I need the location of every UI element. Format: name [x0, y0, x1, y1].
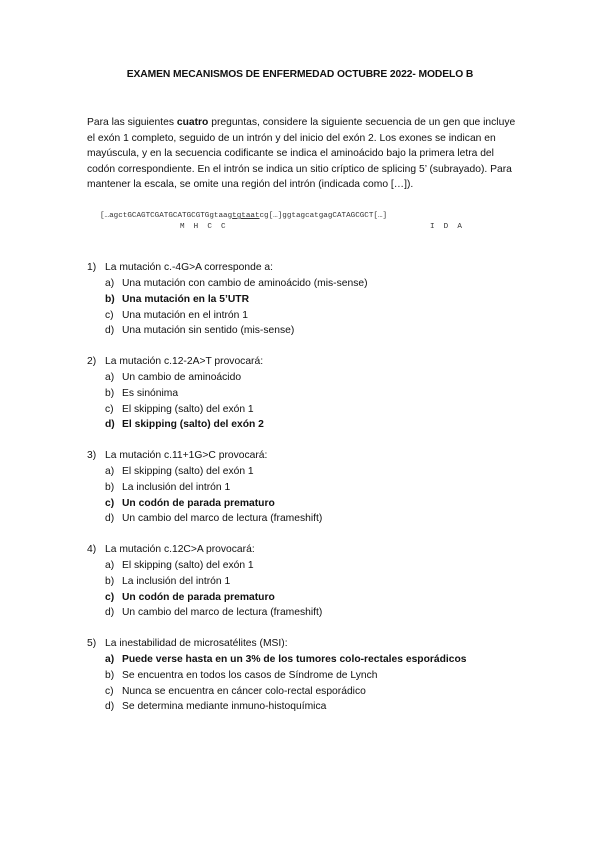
option-text: Un cambio de aminoácido [122, 372, 242, 383]
option-text: Una mutación sin sentido (mis-sense) [122, 325, 295, 337]
question-stem [87, 636, 507, 652]
option-letter: b) [105, 481, 115, 493]
intro-bold-word: cuatro [176, 117, 209, 128]
option-text: La inclusión del intrón 1 [122, 575, 231, 587]
option-text: El skipping (salto) del exón 1 [122, 560, 254, 571]
option-text: Es sinónima [122, 387, 179, 399]
option-letter: c) [105, 685, 114, 697]
option-text: Puede verse hasta en un 3% de los tumores colo-rectales esporádicos [122, 654, 467, 665]
answer-option [87, 370, 507, 386]
answer-option [87, 699, 507, 715]
option-text: Nunca se encuentra en cáncer colo-rectal esporádico [122, 685, 366, 697]
sequence-exon1-part: […agctGCAGTCGATGCATGCGTGgtaag [100, 212, 233, 220]
option-text: El skipping (salto) del exón 2 [122, 419, 264, 431]
question-text: La mutación c.-4G>A corresponde a: [105, 262, 273, 273]
option-letter: c) [105, 309, 114, 321]
question-number: 5) [87, 638, 97, 649]
answer-option [87, 464, 507, 480]
answer-option [87, 386, 507, 402]
option-text: La inclusión del intrón 1 [122, 481, 231, 493]
answer-option [87, 590, 507, 606]
question-3 [87, 448, 507, 527]
question-number: 3) [87, 450, 97, 461]
option-text: Un codón de parada prematuro [122, 591, 275, 603]
amino-acids-exon2: I D A [430, 223, 462, 231]
intro-text-start: Para las siguientes [87, 117, 177, 128]
option-letter: b) [105, 669, 115, 681]
option-text: Un codón de parada prematuro [122, 497, 275, 509]
option-letter: a) [105, 278, 115, 289]
intro-paragraph [87, 115, 517, 193]
option-letter: c) [105, 403, 114, 415]
answer-option [87, 292, 507, 308]
question-stem [87, 354, 507, 370]
question-number: 4) [87, 544, 97, 555]
question-number: 1) [87, 262, 97, 273]
option-text: El skipping (salto) del exón 1 [122, 403, 254, 415]
cryptic-splice-site: tgtaat [232, 212, 260, 220]
option-letter: a) [105, 654, 115, 665]
answer-option [87, 276, 507, 292]
option-text: Se determina mediante inmuno-histoquímica [122, 701, 327, 713]
answer-option [87, 402, 507, 418]
amino-acids-exon1: M H C C [180, 223, 226, 231]
option-letter: a) [105, 372, 115, 383]
question-stem [87, 448, 507, 464]
answer-option [87, 558, 507, 574]
option-text: Una mutación en la 5’UTR [122, 293, 250, 305]
question-text: La mutación c.11+1G>C provocará: [105, 450, 268, 461]
answer-option [87, 480, 507, 496]
answer-option [87, 308, 507, 324]
answer-option [87, 574, 507, 590]
option-letter: b) [105, 293, 115, 305]
option-letter: b) [105, 387, 115, 399]
option-letter: c) [105, 497, 115, 509]
option-letter: c) [105, 591, 115, 603]
option-letter: d) [105, 701, 115, 713]
question-1 [87, 260, 507, 339]
answer-option [87, 496, 507, 512]
gene-sequence [100, 211, 520, 222]
option-letter: d) [105, 513, 115, 525]
answer-option [87, 323, 507, 339]
question-text: La mutación c.12-2A>T provocará: [105, 356, 264, 367]
answer-option [87, 652, 507, 668]
option-text: Una mutación con cambio de aminoácido (mis-sense) [122, 278, 368, 289]
option-letter: d) [105, 325, 115, 337]
question-stem [87, 542, 507, 558]
option-text: Un cambio del marco de lectura (frameshift) [122, 607, 323, 619]
question-number: 2) [87, 356, 97, 367]
question-text: La inestabilidad de microsatélites (MSI): [105, 638, 288, 649]
option-text: Se encuentra en todos los casos de Síndrome de Lynch [122, 669, 378, 681]
question-2 [87, 354, 507, 433]
answer-option [87, 605, 507, 621]
answer-option [87, 684, 507, 700]
option-text: Un cambio del marco de lectura (frameshift) [122, 513, 323, 525]
sequence-intron-exon2-part: cg[…]ggtagcatgagCATAGCGCT[…] [259, 212, 388, 220]
option-text: Una mutación en el intrón 1 [122, 309, 248, 321]
option-letter: b) [105, 575, 115, 587]
option-letter: a) [105, 466, 115, 477]
answer-option [87, 511, 507, 527]
answer-option [87, 417, 507, 433]
intro-text-rest: preguntas, considere la siguiente secuencia de un gen que incluye el exón 1 completo, seguido de un intrón y del inicio del exón 2. Los exones se indican en mayúscula, y en la secuencia codificante se indica el aminoácido bajo la primera letra del codón correspondiente. En el intrón se indica un sitio críptico de splicing 5’ (subrayado). Para mantener la escala, se omite una región del intrón (indicada como […]). [87, 117, 516, 191]
option-letter: d) [105, 419, 115, 431]
option-letter: a) [105, 560, 115, 571]
answer-option [87, 668, 507, 684]
page-title: EXAMEN MECANISMOS DE ENFERMEDAD OCTUBRE 2022- MODELO B [126, 69, 474, 80]
option-letter: d) [105, 607, 115, 619]
question-stem [87, 260, 507, 276]
option-text: El skipping (salto) del exón 1 [122, 466, 254, 477]
question-text: La mutación c.12C>A provocará: [105, 544, 255, 555]
question-4 [87, 542, 507, 621]
question-5 [87, 636, 507, 715]
